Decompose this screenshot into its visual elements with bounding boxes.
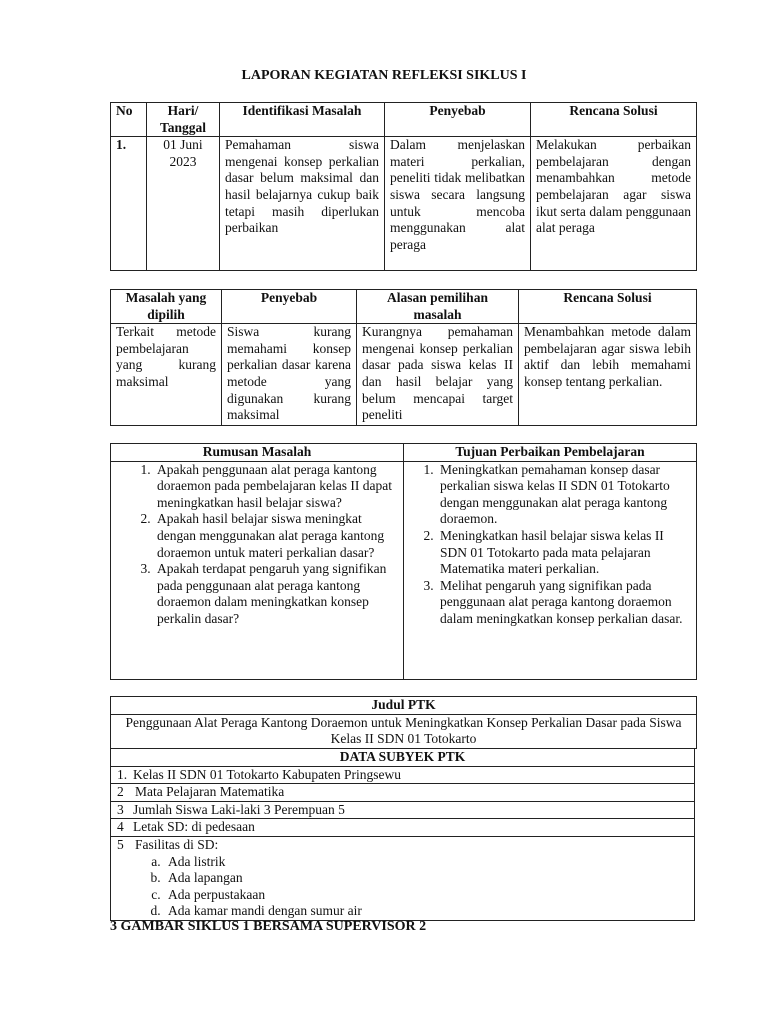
- tujuan-list: [404, 462, 691, 628]
- col-header-masalah: Identifikasi Masalah: [220, 103, 385, 137]
- subyek-item-5: [111, 836, 695, 920]
- list-item: b. Ada lapangan: [164, 870, 689, 887]
- cell-penyebab: Dalam menjelaskan materi perkalian, peneliti tidak melibatkan siswa secara langsung untuk mencoba menggunakan alat peraga: [385, 137, 531, 271]
- judul-ptk-header: Judul PTK: [111, 697, 697, 715]
- cell-solusi: Melakukan perbaikan pembelajaran dengan menambahkan metode pembelajaran agar siswa ikut serta dalam penggunaan alat peraga: [531, 137, 697, 271]
- cell-masalah: Terkait metode pembelajaran yang kurang maksimal: [111, 324, 222, 426]
- figure-caption: 3 GAMBAR SIKLUS 1 BERSAMA SUPERVISOR 2: [110, 919, 427, 934]
- item-number: 1.: [117, 766, 128, 782]
- cell-penyebab: Siswa kurang memahami konsep perkalian dasar karena metode yang digunakan kurang maksimal: [222, 324, 357, 426]
- table-row: [111, 137, 697, 271]
- item-text: Jumlah Siswa Laki-laki 3 Perempuan 5: [133, 801, 345, 817]
- judul-ptk: Penggunaan Alat Peraga Kantong Doraemon untuk Meningkatkan Konsep Perkalian Dasar pada Siswa Kelas II SDN 01 Totokarto: [111, 714, 697, 748]
- subyek-item-2: [111, 784, 695, 802]
- table-row: [111, 784, 695, 802]
- rumusan-list: [111, 462, 398, 628]
- subyek-table: [110, 748, 695, 921]
- cell-solusi: Menambahkan metode dalam pembelajaran agar siswa lebih aktif dan lebih memahami konsep tentang perkalian.: [519, 324, 697, 426]
- col-header-solusi: Rencana Solusi: [531, 103, 697, 137]
- col-header-penyebab: Penyebab: [222, 290, 357, 324]
- list-item: 1. Meningkatkan pemahaman konsep dasar perkalian siswa kelas II SDN 01 Totokarto dengan menggunakan alat peraga kantong doraemon.: [437, 462, 691, 528]
- list-item: a. Ada listrik: [164, 854, 689, 871]
- research-questions-table: [110, 443, 697, 680]
- list-item: 2. Meningkatkan hasil belajar siswa kelas II SDN 01 Totokarto pada mata pelajaran Matematika materi perkalian.: [437, 528, 691, 578]
- list-item: 3. Melihat pengaruh yang signifikan pada penggunaan alat peraga kantong doraemon dalam meningkatkan konsep perkalian dasar.: [437, 578, 691, 628]
- table-row: [111, 766, 695, 784]
- table-row: [111, 819, 695, 837]
- item-number: 5: [117, 836, 124, 852]
- cell-alasan: Kurangnya pemahaman mengenai konsep perkalian dasar pada siswa kelas II dan hasil belajar yang belum mencapai target peneliti: [357, 324, 519, 426]
- page-title: LAPORAN KEGIATAN REFLEKSI SIKLUS I: [241, 68, 527, 83]
- table-row: [111, 836, 695, 920]
- col-header-tujuan: Tujuan Perbaikan Pembelajaran: [404, 444, 697, 462]
- col-header-date: Hari/ Tanggal: [147, 103, 220, 137]
- col-header-solusi: Rencana Solusi: [519, 290, 697, 324]
- fasilitas-list: [117, 854, 689, 920]
- reflection-table: [110, 102, 697, 271]
- list-item: 2. Apakah hasil belajar siswa meningkat dengan menggunakan alat peraga kantong doraemon untuk materi perkalian dasar?: [154, 511, 398, 561]
- table-row: [111, 801, 695, 819]
- list-item: 1. Apakah penggunaan alat peraga kantong doraemon pada pembelajaran kelas II dapat meningkatkan hasil belajar siswa?: [154, 462, 398, 512]
- col-header-rumusan: Rumusan Masalah: [111, 444, 404, 462]
- col-header-masalah-dipilih: Masalah yang dipilih: [111, 290, 222, 324]
- rumusan-cell: [111, 461, 404, 679]
- table-row: [111, 324, 697, 426]
- cell-masalah: Pemahaman siswa mengenai konsep perkalian dasar belum maksimal dan hasil belajarnya cukup baik tetapi masih diperlukan perbaikan: [220, 137, 385, 271]
- item-text: Mata Pelajaran Matematika: [135, 784, 285, 800]
- tujuan-cell: [404, 461, 697, 679]
- col-header-alasan: Alasan pemilihan masalah: [357, 290, 519, 324]
- item-text: Fasilitas di SD:: [135, 836, 219, 852]
- item-number: 2: [117, 784, 124, 800]
- col-header-no: No: [111, 103, 147, 137]
- list-item: 3. Apakah terdapat pengaruh yang signifikan pada penggunaan alat peraga kantong doraemon dalam meningkatkan konsep perkalin dasar?: [154, 561, 398, 627]
- item-text: Kelas II SDN 01 Totokarto Kabupaten Pringsewu: [133, 766, 402, 782]
- cell-no: 1.: [111, 137, 147, 271]
- ptk-table: [110, 696, 697, 749]
- item-text: Letak SD: di pedesaan: [133, 819, 255, 835]
- item-number: 3: [117, 801, 124, 817]
- subyek-item-1: [111, 766, 695, 784]
- col-header-penyebab: Penyebab: [385, 103, 531, 137]
- cell-date: 01 Juni 2023: [147, 137, 220, 271]
- subyek-item-3: [111, 801, 695, 819]
- subyek-item-4: [111, 819, 695, 837]
- list-item: c. Ada perpustakaan: [164, 887, 689, 904]
- list-item: d. Ada kamar mandi dengan sumur air: [164, 903, 689, 920]
- item-number: 4: [117, 819, 124, 835]
- data-subyek-header: DATA SUBYEK PTK: [111, 749, 695, 767]
- problem-selection-table: [110, 289, 697, 426]
